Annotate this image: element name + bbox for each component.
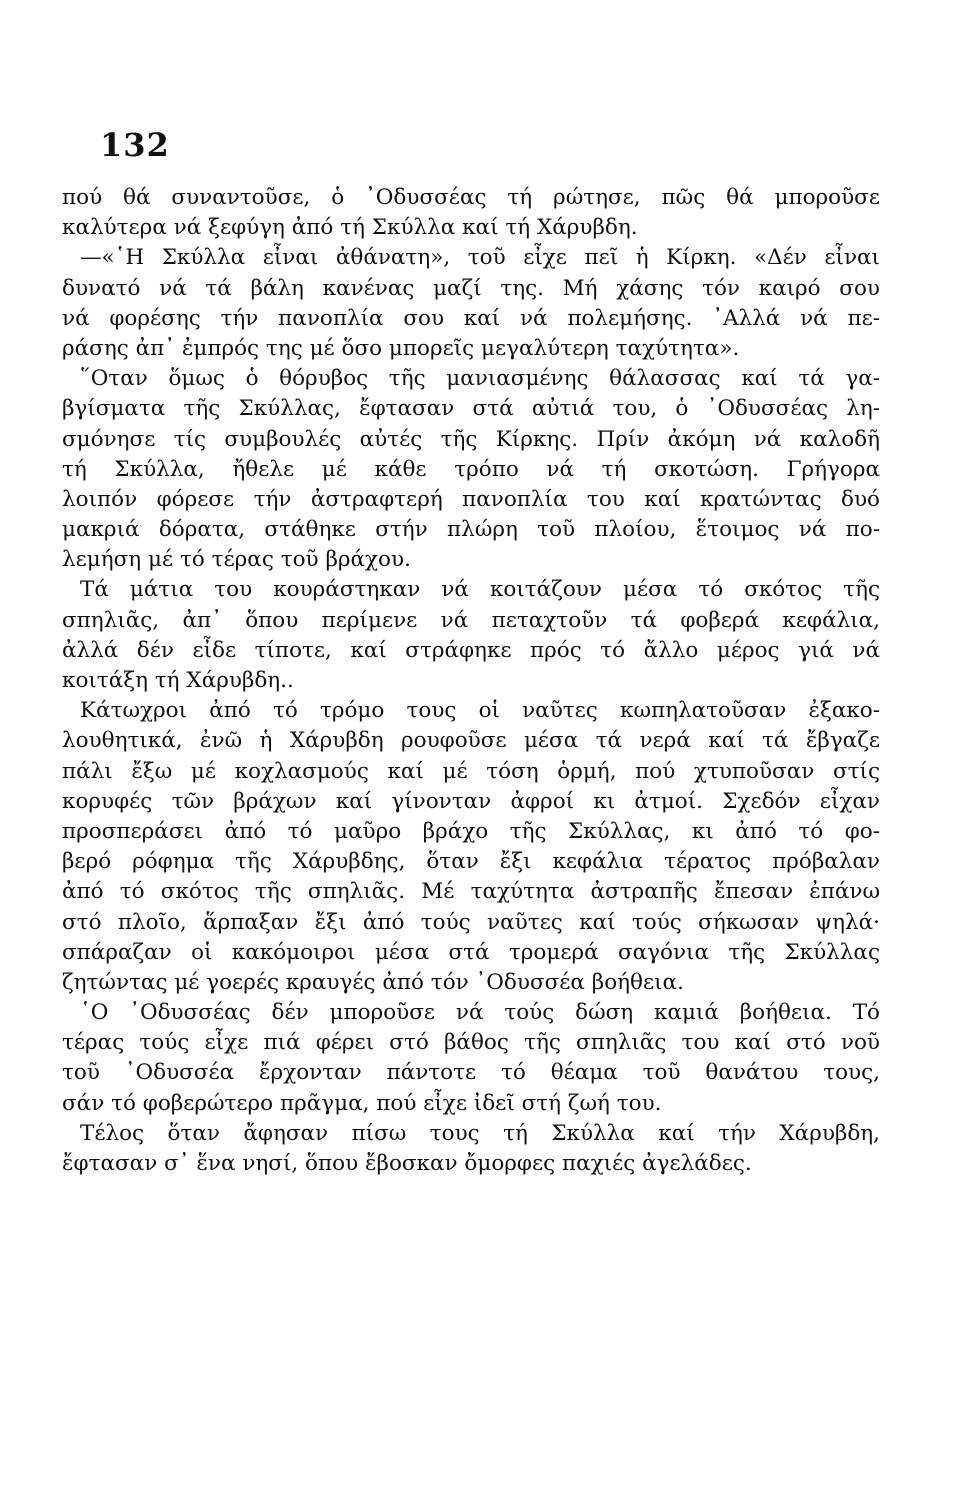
text-line: Κάτωχροι ἀπό τό τρόμο τους οἱ ναῦτες κωπηλατοῦσαν ἐξακο- (80, 698, 880, 724)
text-line: καλύτερα νά ξεφύγη ἀπό τή Σκύλλα καί τή Χάρυβδη. (62, 215, 638, 241)
text-line: δυνατό νά τά βάλη κανένας μαζί της. Μή χάσης τόν καιρό σου (62, 275, 880, 301)
text-line: ῾Ο ᾿Οδυσσέας δέν μποροῦσε νά τούς δώση καμιά βοήθεια. Τό (80, 1000, 880, 1026)
text-line: πάλι ἔξω μέ κοχλασμούς καί μέ τόση ὁρμή, πού χτυποῦσαν στίς (62, 758, 880, 784)
page-number: 132 (100, 126, 170, 164)
text-line: λουθητικά, ἐνῶ ἡ Χάρυβδη ρουφοῦσε μέσα τά νερά καί τά ἔβγαζε (62, 728, 880, 754)
text-line: στό πλοῖο, ἅρπαξαν ἔξι ἀπό τούς ναῦτες καί τούς σήκωσαν ψηλά· (62, 909, 880, 935)
text-line: τή Σκύλλα, ἤθελε μέ κάθε τρόπο νά τή σκοτώση. Γρήγορα (62, 456, 880, 482)
text-line: βγίσματα τῆς Σκύλλας, ἔφτασαν στά αὐτιά του, ὁ ᾿Οδυσσέας λη- (62, 396, 880, 422)
body-text (62, 183, 880, 1179)
text-line: ἀλλά δέν εἶδε τίποτε, καί στράφηκε πρός τό ἄλλο μέρος γιά νά (62, 637, 880, 663)
text-line: σπάραζαν οἱ κακόμοιροι μέσα στά τρομερά σαγόνια τῆς Σκύλλας (62, 939, 880, 965)
text-line: —«῾Η Σκύλλα εἶναι ἀθάνατη», τοῦ εἶχε πεῖ ἡ Κίρκη. «Δέν εἶναι (80, 245, 880, 271)
text-line: ἔφτασαν σ᾿ ἕνα νησί, ὅπου ἔβοσκαν ὄμορφες παχιές ἀγελάδες. (62, 1151, 752, 1176)
text-line: Τά μάτια του κουράστηκαν νά κοιτάζουν μέσα τό σκότος τῆς (80, 577, 880, 603)
text-line: Τέλος ὅταν ἄφησαν πίσω τους τή Σκύλλα καί τήν Χάρυβδη, (80, 1120, 880, 1146)
text-line: μακριά δόρατα, στάθηκε στήν πλώρη τοῦ πλοίου, ἕτοιμος νά πο- (62, 517, 880, 543)
text-line: λεμήση μέ τό τέρας τοῦ βράχου. (62, 547, 411, 573)
text-line: νά φορέσης τήν πανοπλία σου καί νά πολεμήσης. ᾿Αλλά νά πε- (62, 305, 880, 331)
text-line: σάν τό φοβερώτερο πρᾶγμα, πού εἶχε ἰδεῖ στή ζωή του. (62, 1090, 662, 1116)
text-line: ἀπό τό σκότος τῆς σπηλιᾶς. Μέ ταχύτητα ἀστραπῆς ἔπεσαν ἐπάνω (62, 879, 880, 905)
text-line: ράσης ἀπ᾿ ἐμπρός της μέ ὅσο μπορεῖς μεγαλύτερη ταχύτητα». (62, 335, 740, 361)
text-line: βερό ρόφημα τῆς Χάρυβδης, ὅταν ἔξι κεφάλια τέρατος πρόβαλαν (62, 849, 880, 875)
text-line: τέρας τούς εἶχε πιά φέρει στό βάθος τῆς σπηλιᾶς του καί στό νοῦ (62, 1030, 880, 1056)
text-line: ζητώντας μέ γοερές κραυγές ἀπό τόν ᾿Οδυσσέα βοήθεια. (62, 969, 684, 995)
text-line: σμόνησε τίς συμβουλές αὐτές τῆς Κίρκης. Πρίν ἀκόμη νά καλοδῆ (62, 426, 880, 452)
text-line: κορυφές τῶν βράχων καί γίνονταν ἀφροί κι ἀτμοί. Σχεδόν εἶχαν (62, 788, 880, 814)
text-line: τοῦ ᾿Οδυσσέα ἔρχονταν πάντοτε τό θέαμα τοῦ θανάτου τους, (62, 1060, 880, 1086)
text-line: λοιπόν φόρεσε τήν ἀστραφτερή πανοπλία του καί κρατώντας δυό (62, 486, 880, 512)
text-line: ῞Οταν ὅμως ὁ θόρυβος τῆς μανιασμένης θάλασσας καί τά γα- (80, 366, 880, 392)
text-line: σπηλιᾶς, ἀπ᾿ ὅπου περίμενε νά πεταχτοῦν τά φοβερά κεφάλια, (62, 607, 880, 633)
text-line: προσπεράσει ἀπό τό μαῦρο βράχο τῆς Σκύλλας, κι ἀπό τό φο- (62, 818, 880, 844)
text-line: κοιτάξη τή Χάρυβδη.. (62, 668, 294, 693)
text-line: πού θά συναντοῦσε, ὁ ᾿Οδυσσέας τή ρώτησε, πῶς θά μποροῦσε (62, 185, 880, 210)
